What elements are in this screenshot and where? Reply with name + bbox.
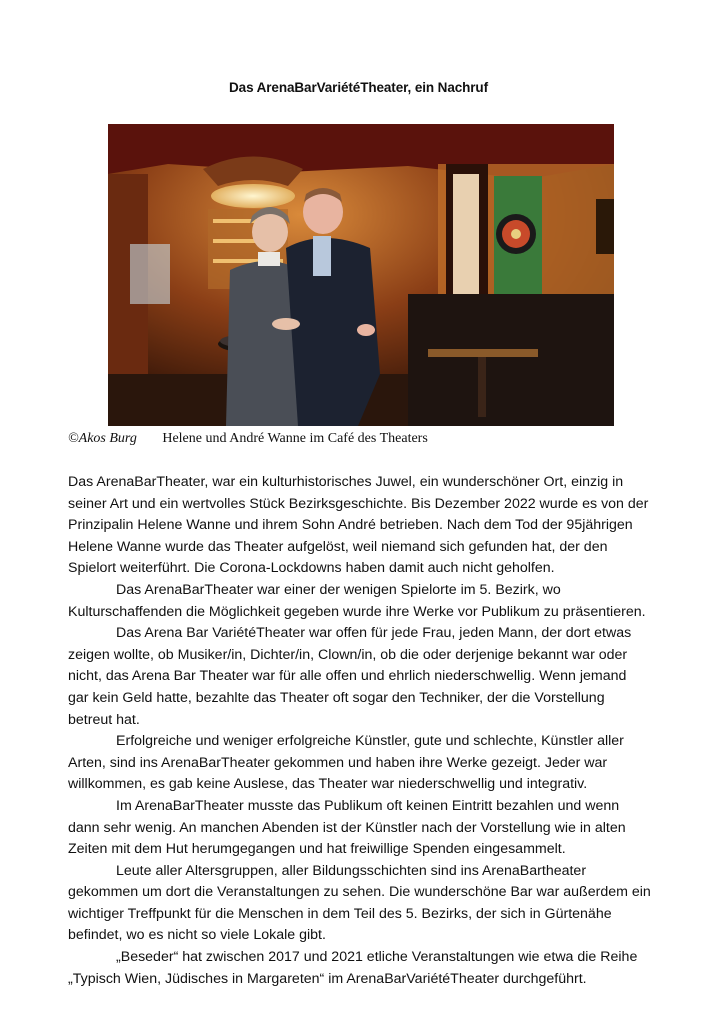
photo-credit: ©Akos Burg: [68, 431, 137, 446]
text-line: Spielort weiterführt. Die Corona-Lockdowns haben damit auch nicht geholfen.: [68, 560, 555, 577]
text-line: wichtiger Treffpunkt für die Menschen in dem Teil des 5. Bezirks, der sich in Gürtenähe: [68, 905, 612, 922]
text-line: Das Arena Bar VariétéTheater war offen für jede Frau, jeden Mann, der dort etwas: [116, 625, 632, 642]
text-line: Zeiten mit dem Hut herumgegangen und hat freiwillige Spenden eingesammelt.: [68, 841, 566, 858]
text-line: dann sehr wenig. An manchen Abenden ist der Künstler nach der Vorstellung wie in alten: [68, 819, 626, 836]
photo-cafe: [108, 124, 614, 426]
text-line: befindet, wo es nicht so viele Lokale gibt.: [68, 927, 326, 944]
text-line: willkommen, es gab keine Auslese, das Theater war niederschwellig und integrativ.: [68, 776, 588, 793]
text-line: „Typisch Wien, Jüdisches in Margareten“ im ArenaBarVariétéTheater durchgeführt.: [68, 970, 587, 987]
text-line: Erfolgreiche und weniger erfolgreiche Künstler, gute und schlechte, Künstler aller: [116, 733, 624, 750]
text-line: Kulturschaffenden die Möglichkeit gegeben wurde ihre Werke vor Publikum zu präsentieren.: [68, 603, 646, 620]
text-line: Leute aller Altersgruppen, aller Bildungsschichten sind ins ArenaBartheater: [116, 862, 587, 879]
text-line: Prinzipalin Helene Wanne und ihrem Sohn André betrieben. Nach dem Tod der 95jährigen: [68, 517, 633, 534]
paragraph: [68, 731, 668, 796]
photo-caption: [68, 431, 428, 447]
paragraph: [68, 947, 668, 990]
text-line: Helene Wanne wurde das Theater aufgelöst, weil niemand sich gefunden hat, der den: [68, 538, 608, 555]
text-line: seiner Art und ein wertvolles Stück Bezirksgeschichte. Bis Dezember 2022 wurde es von der: [68, 495, 649, 512]
paragraph: [68, 580, 668, 623]
text-line: Im ArenaBarTheater musste das Publikum oft keinen Eintritt bezahlen und wenn: [116, 797, 620, 814]
text-line: Arten, sind ins ArenaBarTheater gekommen und haben ihre Werke gezeigt. Jeder war: [68, 754, 608, 771]
text-line: Das ArenaBarTheater, war ein kulturhistorisches Juwel, ein wunderschöner Ort, einzig in: [68, 474, 624, 490]
text-line: nicht, das Arena Bar Theater war für alle offen und ehrlich niederschwellig. Wenn jemand: [68, 668, 627, 685]
text-line: betreut hat.: [68, 711, 140, 728]
photo-description: Helene und André Wanne im Café des Theaters: [162, 431, 428, 446]
text-line: „Beseder“ hat zwischen 2017 und 2021 etliche Veranstaltungen wie etwa die Reihe: [116, 949, 638, 966]
document-title: Das ArenaBarVariétéTheater, ein Nachruf: [229, 80, 488, 95]
text-line: gekommen um dort die Veranstaltungen zu sehen. Die wunderschöne Bar war außerdem ein: [68, 884, 651, 901]
paragraph: [68, 472, 668, 580]
text-line: gar kein Geld hatte, bezahlte das Theater oft sogar den Techniker, der die Vorstellung: [68, 689, 605, 706]
article-body: [68, 472, 668, 990]
paragraph: [68, 796, 668, 861]
photo-illustration: [108, 124, 614, 426]
paragraph: [68, 861, 668, 947]
text-line: zeigen wollte, ob Musiker/in, Dichter/in, Clown/in, ob die oder derjenige bekannt war oder: [68, 646, 628, 663]
text-line: Das ArenaBarTheater war einer der wenigen Spielorte im 5. Bezirk, wo: [116, 581, 561, 598]
paragraph: [68, 623, 668, 731]
